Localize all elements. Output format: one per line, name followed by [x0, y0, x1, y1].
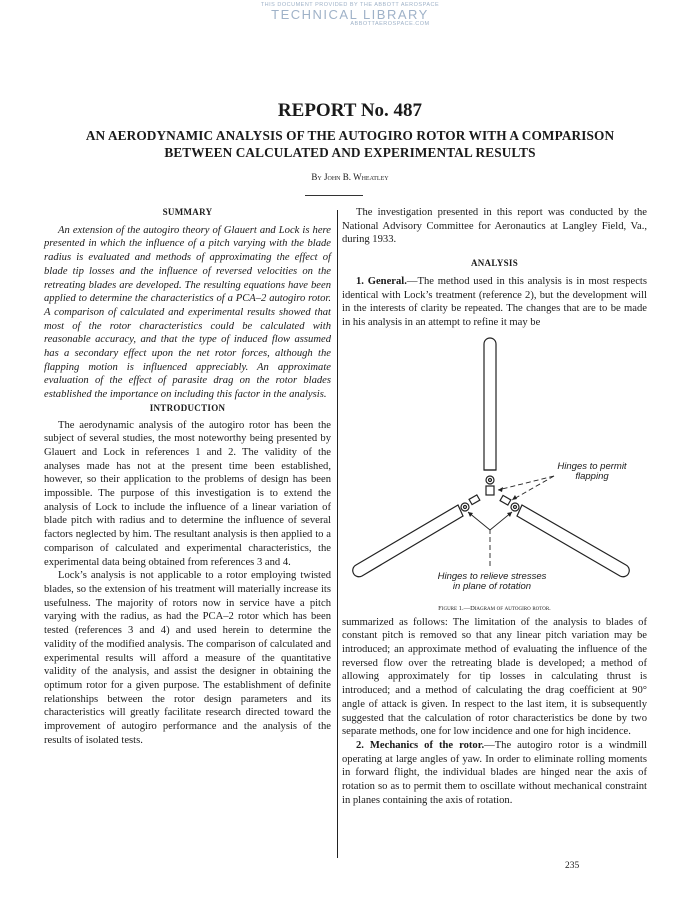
section-2-label: 2. Mechanics of the rotor.	[356, 739, 485, 751]
right-column	[342, 206, 647, 807]
report-number: REPORT No. 487	[277, 100, 423, 121]
section-2-paragraph	[342, 739, 647, 808]
introduction-paragraph-2: Lock’s analysis is not applicable to a rotor employing twisted blades, so the extension of his treatment will materially increase its usefulness. The majority of rotors now in service have a pitch varying with the radius, as had the PCA–2 rotor which has been tested (references 3 and 4) and used herein to determine the validity of the modified analysis. The comparison of calculated and experimental results will afford a measure of the quantitative validity of the analysis, and assist the designer in obtaining the optimum rotor for a given purpose. The establishment of definite relationships between the rotor design parameters and its characteristics will greatly facilitate research directed toward the improvement of autogiro performance and the analysis of the results of isolated tests.	[44, 570, 331, 746]
report-title-line-1: AN AERODYNAMIC ANALYSIS OF THE AUTOGIRO ROTOR WITH A COMPARISON	[85, 128, 615, 143]
section-1-paragraph	[342, 275, 647, 330]
introduction-paragraph-1: The aerodynamic analysis of the autogiro rotor has been the subject of several studies, the most noteworthy being presented by Glauert and Lock in references 1 and 2. The validity of the analyses made has not at the present time been established, however, so their application to the problems of design has been impossible. The purpose of this investigation is to extend the analysis of Lock to include the influence of a linear variation of blade pitch with radius and to determine the influence of several factors neglected by him. The resultant analysis is then applied to a comparison of calculated and experimental characteristics, the experimental data being obtained from references 3 and 4.	[44, 419, 331, 568]
watermark-url: ABBOTTAEROSPACE.COM	[350, 21, 430, 27]
summary-heading: SUMMARY	[162, 207, 213, 217]
figure-caption: Figure 1.—Diagram of autogiro rotor.	[438, 604, 551, 612]
flapping-hinges-label	[542, 462, 642, 482]
column-divider	[337, 210, 338, 858]
figure-autogiro-rotor-diagram	[342, 334, 647, 616]
flapping-hinges-label-line-2: flapping	[575, 470, 609, 482]
continued-paragraph: summarized as follows: The limitation of the analysis to blades of constant pitch is removed so that any linear pitch variation may be introduced; an approximate method of evaluating the influence of the reversed flow over the retreating blade is developed; a method of allowing approximately for tip losses in calculating thrust is introduced; and a method of calculating the drag coefficient at 90° angle of attack is given. In respect to the last item, it is subsequently suggested that the calculation of rotor characteristics be done by two separate methods, one for low incidence and one for high incidence.	[342, 616, 647, 738]
introduction-heading: INTRODUCTION	[149, 402, 226, 413]
left-column	[44, 206, 331, 747]
stress-hinges-label	[412, 572, 572, 592]
watermark-provider-line: THIS DOCUMENT PROVIDED BY THE ABBOTT AEROSPACE	[260, 2, 440, 8]
flapping-hinges-label-line-1: Hinges to permit	[557, 460, 627, 472]
page-number: 235	[565, 861, 580, 871]
section-2-text: —The autogiro rotor is a windmill operating at large angles of yaw. In order to eliminate rolling moments in forward flight, the individual blades are hinged near the axis of rotation so as to permit them to oscillate without mechanical constraint in planes containing the axis of rotation.	[342, 739, 647, 806]
report-title-line-2: BETWEEN CALCULATED AND EXPERIMENTAL RESULTS	[164, 145, 536, 160]
summary-paragraph: An extension of the autogiro theory of Glauert and Lock is here presented in which the influence of a pitch varying with the blade radius is evaluated and methods of approximating the effect of blade tip losses and the influence of reversed velocities on the retreating blades are developed. The resulting equations have been applied to determine the characteristics of a PCA–2 autogiro rotor. A comparison of calculated and experimental results showed that most of the rotor characteristics could be calculated with reasonable accuracy, and that the type of induced flow assumed has a secondary effect upon the net rotor forces, although the flapping motion is influenced appreciably. An approximate evaluation of the effect of parasite drag on the rotor blades established the importance on including this factor in the analysis.	[44, 224, 331, 401]
stress-hinges-label-line-1: Hinges to relieve stresses	[437, 570, 547, 582]
section-1-label: 1. General.	[356, 275, 407, 287]
section-1-text: —The method used in this analysis is in most respects identical with Lock’s treatment (reference 2), but the development will in the interests of clarity be repeated. The changes that are to be made in his analysis in an attempt to refine it may be	[342, 275, 647, 328]
investigation-paragraph: The investigation presented in this report was conducted by the National Advisory Committee for Aeronautics at Langley Field, Va., during 1933.	[342, 207, 647, 246]
report-title	[40, 127, 660, 161]
author-byline: By John B. Wheatley	[311, 172, 389, 182]
watermark	[0, 2, 700, 27]
analysis-heading: ANALYSIS	[470, 258, 519, 269]
stress-hinges-label-line-2: in plane of rotation	[452, 580, 532, 592]
watermark-library-title: TECHNICAL LIBRARY	[271, 7, 429, 22]
title-rule	[305, 195, 363, 196]
